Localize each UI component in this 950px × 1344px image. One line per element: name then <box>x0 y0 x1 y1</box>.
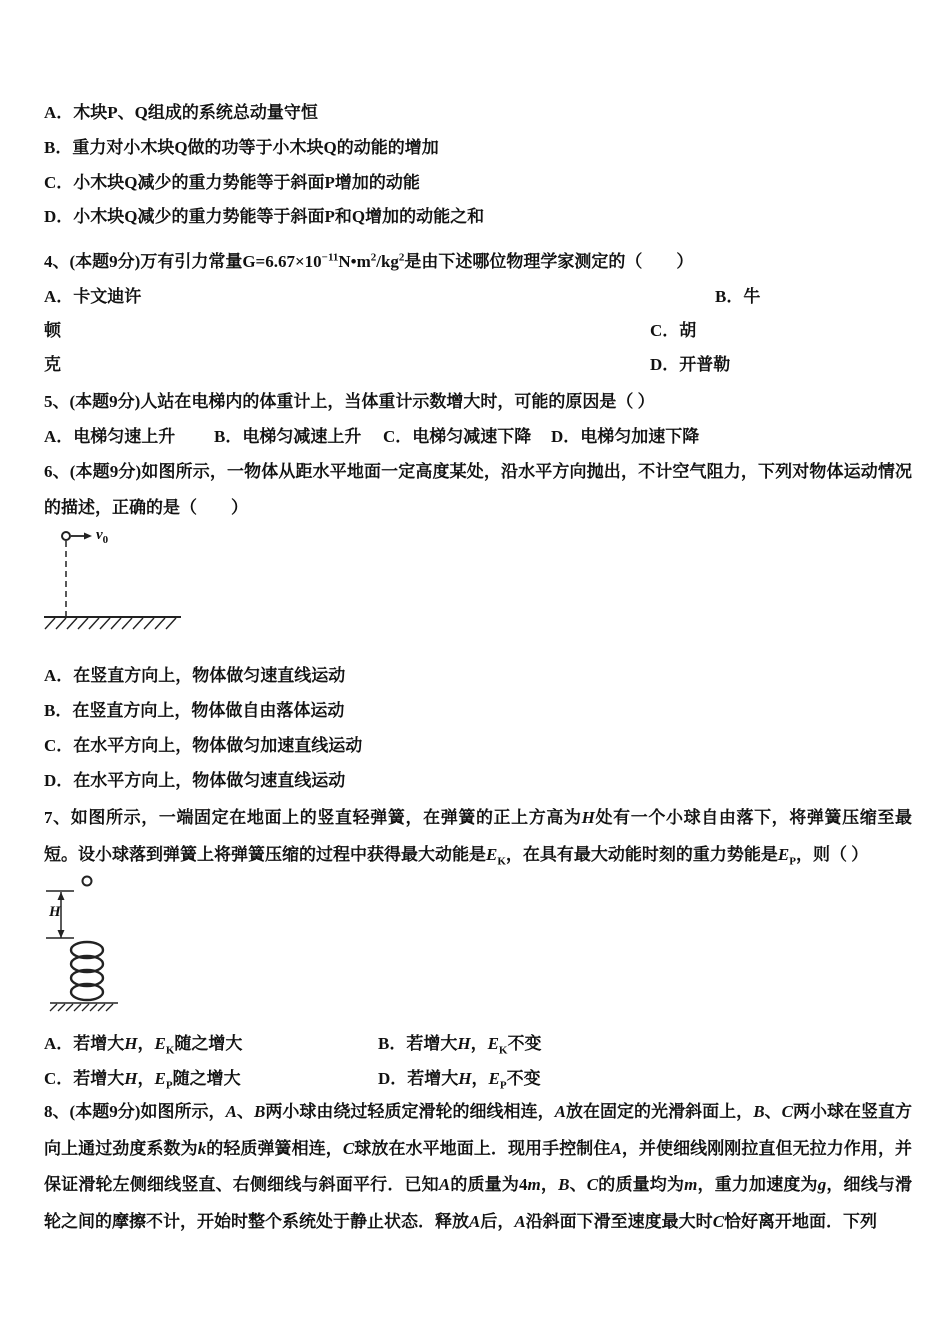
q5-option-a: A．电梯匀速上升 <box>44 427 176 446</box>
q7-options-row-2 <box>44 1067 912 1091</box>
q4-options-row-2 <box>44 319 912 343</box>
ground-hatching <box>50 1004 113 1011</box>
q7-options-row-1 <box>44 1032 912 1056</box>
q5-option-d: D．电梯匀加速下降 <box>551 427 700 446</box>
q7-stem: 7、如图所示，一端固定在地面上的竖直轻弹簧，在弹簧的正上方高为H处有一个小球自由落下，将弹簧压缩至最短。设小球落到弹簧上将弹簧压缩的过程中获得最大动能是$E_K$，在具有最大动能时刻的重力势能是$E_P$，则（ ） <box>44 808 913 868</box>
q5-option-c: C．电梯匀减速下降 <box>383 427 532 446</box>
q5-options-row <box>44 425 912 449</box>
q7-option-c: C．若增大H，$E_P$随之增大 <box>44 1069 241 1092</box>
q4-option-b-part2: 顿 <box>44 321 61 340</box>
q4-option-c-part2: 克 <box>44 355 61 374</box>
q4-options-row-3 <box>44 353 912 377</box>
projectile-diagram-svg <box>40 525 190 637</box>
q6-stem: 6、(本题9分)如图所示，一物体从距水平地面一定高度某处，沿水平方向抛出，不计空气阻力，下列对物体运动情况的描述，正确的是（ ） <box>44 462 912 517</box>
height-label: H <box>49 904 61 920</box>
q4-option-b-part1: B．牛 <box>715 287 761 306</box>
q4-stem: 4、(本题9分)万有引力常量$G=6.67\times 10^{-11}N•m^2/kg^2$是由下述哪位物理学家测定的（ ） <box>44 251 694 271</box>
ground-hatching <box>45 618 176 629</box>
q7-option-a: A．若增大H，$E_K$随之增大 <box>44 1034 243 1057</box>
q3-option-a: A．木块P、Q组成的系统总动量守恒 <box>44 103 318 122</box>
q8-stem: 8、(本题9分)如图所示，A、B两小球由绕过轻质定滑轮的细线相连，A放在固定的光滑斜面上，B、C两小球在竖直方向上通过劲度系数为k的轻质弹簧相连，C球放在水平地面上．现用手控制住A，并使细线刚刚拉直但无拉力作用，并保证滑轮左侧细线竖直、右侧细线与斜面平行．已知A的质量为4m，B、C的质量均为m，重力加速度为g，细线与滑轮之间的摩擦不计，开始时整个系统处于静止状态．释放A后，A沿斜面下滑至速度最大时C恰好离开地面．下列 <box>44 1102 913 1232</box>
q6-option-a: A．在竖直方向上，物体做匀速直线运动 <box>44 666 346 685</box>
q4-options-row-1 <box>44 285 912 309</box>
q3-option-c: C．小木块Q减少的重力势能等于斜面P增加的动能 <box>44 173 420 192</box>
q6-option-b: B．在竖直方向上，物体做自由落体运动 <box>44 701 345 720</box>
q4-option-c-part1: C．胡 <box>650 321 697 340</box>
ball-icon <box>62 532 70 540</box>
q3-option-d: D．小木块Q减少的重力势能等于斜面P和Q增加的动能之和 <box>44 207 485 226</box>
q7-option-d: D．若增大H，$E_P$不变 <box>378 1069 541 1092</box>
projectile-diagram <box>40 525 190 637</box>
ball-icon <box>83 877 92 886</box>
q3-option-b: B．重力对小木块Q做的功等于小木块Q的动能的增加 <box>44 138 439 157</box>
measure-down-arrowhead-icon <box>58 930 65 938</box>
q6-option-c: C．在水平方向上，物体做匀加速直线运动 <box>44 736 363 755</box>
initial-velocity-label: $v_0$ <box>96 527 109 546</box>
q7-option-b: B．若增大H，$E_K$不变 <box>378 1034 542 1057</box>
velocity-arrowhead-icon <box>84 533 92 540</box>
measure-up-arrowhead-icon <box>58 892 65 900</box>
spring-diagram-svg <box>36 872 148 1017</box>
q5-stem: 5、(本题9分)人站在电梯内的体重计上，当体重计示数增大时，可能的原因是（ ） <box>44 392 655 411</box>
q6-option-d: D．在水平方向上，物体做匀速直线运动 <box>44 771 346 790</box>
q4-option-d: D．开普勒 <box>650 355 731 374</box>
q4-option-a: A．卡文迪许 <box>44 287 142 306</box>
spring-diagram <box>36 872 148 1017</box>
q5-option-b: B．电梯匀减速上升 <box>214 427 362 446</box>
